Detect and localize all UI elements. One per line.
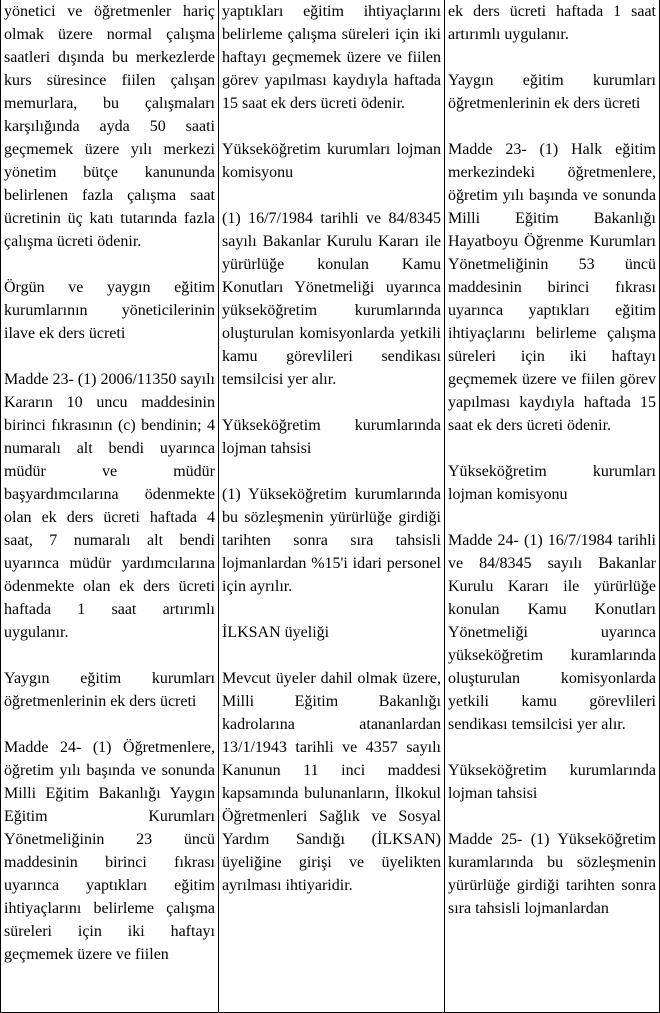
paragraph: Mevcut üyeler dahil olmak üzere, Milli Eğitim Bakanlığı kadrolarına atananlardan 13/1/1943 tarihli ve 4357 sayılı Kanunun 11 inci maddesi kapsamında bulunanların, İlkokul Öğretmenleri Sağlık ve Sosyal Yardım Sandığı (İLKSAN) üyeliğine girişi ve üyelikten ayrılması ihtiyaridir. bbox=[222, 670, 441, 894]
section-heading: Örgün ve yaygın eğitim kurumlarının yöneticilerinin ilave ek ders ücreti bbox=[4, 279, 215, 342]
paragraph: yönetici ve öğretmenler hariç olmak üzere normal çalışma saatleri dışında bu merkezlerde kurs süresince fiilen çalışan memurlara, bu çalışmaları karşılığında ayda 50 saati geçmemek üzere yılı merkezi yönetim bütçe kanununda belirlenen fazla çalışma saat ücretinin üç katı tutarında fazla çalışma ücreti ödenir. bbox=[4, 3, 215, 250]
column-right bbox=[445, 0, 659, 1012]
section-heading: Yükseköğretim kurumlarında lojman tahsisi bbox=[448, 762, 656, 802]
paragraph: Madde 23- (1) Halk eğitim merkezindeki öğretmenlere, öğretim yılı başında ve sonunda Milli Eğitim Bakanlığı Hayatboyu Öğrenme Kurumları Yönetmeliğinin 53 üncü maddesinin birinci fıkrası uyarınca yaptıkları eğitim ihtiyaçlarını belirleme çalışma süreleri için iki haftayı geçmemek üzere ve fiilen görev yapılması kaydıyla haftada 15 saat ek ders ücreti ödenir. bbox=[448, 141, 656, 434]
section-heading: İLKSAN üyeliği bbox=[222, 624, 330, 641]
section-heading: Yükseköğretim kurumları lojman komisyonu bbox=[222, 141, 441, 181]
paragraph: Madde 25- (1) Yükseköğretim kuramlarında bu sözleşmenin yürürlüğe girdiği tarihten sonra sıra tahsisli lojmanlardan bbox=[448, 831, 656, 917]
paragraph: Madde 24- (1) Öğretmenlere, öğretim yılı başında ve sonunda Milli Eğitim Bakanlığı Yaygın Eğitim Kurumları Yönetmeliğinin 23 üncü maddesinin birinci fıkrası uyarınca yaptıkları eğitim ihtiyaçlarını belirleme çalışma süreleri için iki haftayı geçmemek üzere ve fiilen bbox=[4, 739, 215, 963]
paragraph: (1) 16/7/1984 tarihli ve 84/8345 sayılı Bakanlar Kurulu Kararı ile yürürlüğe konulan Kamu Konutları Yönetmeliği uyarınca yükseköğretim kurumlarında oluşturulan komisyonlarda yetkili kamu görevlileri sendikası temsilcisi yer alır. bbox=[222, 210, 441, 388]
section-heading: Yaygın eğitim kurumları öğretmenlerinin ek ders ücreti bbox=[448, 72, 656, 112]
section-heading: Yükseköğretim kurumları lojman komisyonu bbox=[448, 463, 656, 503]
paragraph: ek ders ücreti haftada 1 saat artırımlı uygulanır. bbox=[448, 3, 656, 43]
column-middle bbox=[219, 0, 445, 1012]
section-heading: Yaygın eğitim kurumları öğretmenlerinin ek ders ücreti bbox=[4, 670, 215, 710]
paragraph: (1) Yükseköğretim kurumlarında bu sözleşmenin yürürlüğe girdiği tarihten sonra sıra tahsisli lojmanlardan %15'i idari personel için ayrılır. bbox=[222, 486, 441, 595]
paragraph: Madde 23- (1) 2006/11350 sayılı Kararın 10 uncu maddesinin birinci fıkrasının (c) bendinin; 4 numaralı alt bendi uyarınca müdür ve müdür başyardımcılarına ödenmekte olan ek ders ücreti haftada 4 saat, 7 numaralı alt bendi uyarınca müdür yardımcılarına ödenmekte olan ek ders ücreti haftada 1 saat artırımlı uygulanır. bbox=[4, 371, 215, 641]
paragraph: Madde 24- (1) 16/7/1984 tarihli ve 84/8345 sayılı Bakanlar Kurulu Kararı ile yürürlüğe konulan Kamu Konutları Yönetmeliği uyarınca yükseköğretim kuramlarında oluşturulan komisyonlarda yetkili kamu görevlileri sendikası temsilcisi yer alır. bbox=[448, 532, 656, 733]
section-heading: Yükseköğretim kurumlarında lojman tahsisi bbox=[222, 417, 441, 457]
column-left bbox=[1, 0, 219, 1012]
paragraph: yaptıkları eğitim ihtiyaçlarını belirleme çalışma süreleri için iki haftayı geçmemek üzere ve fiilen görev yapılması kaydıyla haftada 15 saat ek ders ücreti ödenir. bbox=[222, 3, 441, 112]
